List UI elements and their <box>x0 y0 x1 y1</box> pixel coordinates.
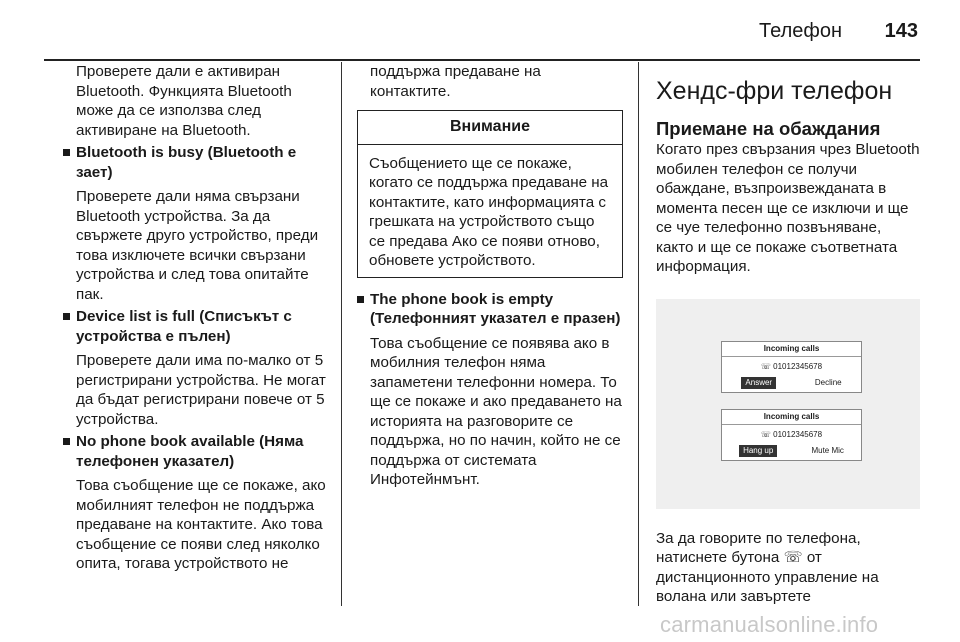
column-3 <box>656 62 921 607</box>
phone-call-icon: ☏ <box>783 549 803 566</box>
incoming-call-panel <box>721 341 862 393</box>
column-divider-1 <box>341 62 342 606</box>
bullet-body: Проверете дали няма свързани Bluetooth устройства. За да свържете друго устройство, преди това изключете всички свързани устройства и след това опитайте пак. <box>76 188 319 303</box>
warning-box <box>357 110 623 278</box>
body-paragraph: Когато през свързания чрез Bluetooth мобилен телефон се получи обаждане, възпроизвежданата в момента песен ще се изключи и ще се чуе телефонно позвъняване, както и ще се покаже съответната информация. <box>656 141 920 275</box>
bullet-item <box>357 290 623 490</box>
panel-title: Incoming calls <box>722 342 861 357</box>
bullet-body: Това съобщение се появява ако в мобилния телефон няма запаметени телефонни номера. То ще се покаже и ако предаването на историята на разговорите се поддържа, но по начин, който не се поддържа от системата Инфотейнмънт. <box>370 334 622 488</box>
bullet-title: Device list is full (Списъкът с устройства е пълен) <box>76 308 292 345</box>
header-rule <box>44 59 920 61</box>
continued-paragraph: поддържа предаване на контактите. <box>370 63 541 100</box>
phone-icon: ☏ <box>760 361 774 371</box>
bullet-title: No phone book available (Няма телефонен указател) <box>76 433 304 470</box>
watermark: carmanualsonline.info <box>660 612 879 637</box>
phone-icon: ☏ <box>760 429 774 439</box>
page-header <box>0 0 960 60</box>
page-number: 143 <box>884 20 918 42</box>
bullet-title: Bluetooth is busy (Bluetooth е зает) <box>76 144 297 181</box>
caller-number: ☏ 01012345678 <box>760 429 823 439</box>
subsection-heading: Приемане на обаждания <box>656 118 881 139</box>
answer-button[interactable]: Answer <box>741 377 776 389</box>
mute-mic-button[interactable]: Mute Mic <box>811 445 844 455</box>
bullet-item <box>63 432 333 574</box>
bullet-title: The phone book is empty (Телефонният указател е празен) <box>370 290 621 327</box>
column-1 <box>63 62 333 574</box>
incoming-calls-illustration <box>656 299 920 509</box>
warning-title: Внимание <box>358 111 622 145</box>
decline-button[interactable]: Decline <box>814 377 842 387</box>
active-call-panel <box>721 409 862 461</box>
panel-title: Incoming calls <box>722 410 861 425</box>
bullet-item <box>63 307 333 429</box>
column-2 <box>357 62 623 490</box>
page-section-title: Телефон <box>759 20 842 42</box>
section-heading: Хендс-фри телефон <box>656 77 893 105</box>
intro-paragraph: Проверете дали е активиран Bluetooth. Функцията Bluetooth може да се използва след активиране на Bluetooth. <box>76 63 292 139</box>
bullet-body: Това съобщение ще се покаже, ако мобилният телефон не поддържа предаване на контактите. Ако това съобщение се появи след няколко опита, тогава устройството не <box>76 477 326 572</box>
panel-buttons <box>722 443 861 460</box>
bullet-item <box>63 143 333 304</box>
hang-up-button[interactable]: Hang up <box>739 445 777 457</box>
instruction-paragraph: За да говорите по телефона, натиснете бутона ☏ от дистанционното управление на волана или завъртете <box>656 529 879 605</box>
warning-body: Съобщението ще се покаже, когато се поддържа предаване на контактите, като информацията с грешката на устройството също се предава Ако се появи отново, обновете устройството. <box>369 154 609 269</box>
caller-number: ☏ 01012345678 <box>760 361 823 371</box>
bullet-body: Проверете дали има по-малко от 5 регистрирани устройства. Не могат да бъдат регистрирани повече от 5 устройства. <box>76 352 326 428</box>
panel-buttons <box>722 375 861 392</box>
column-divider-2 <box>638 62 639 606</box>
